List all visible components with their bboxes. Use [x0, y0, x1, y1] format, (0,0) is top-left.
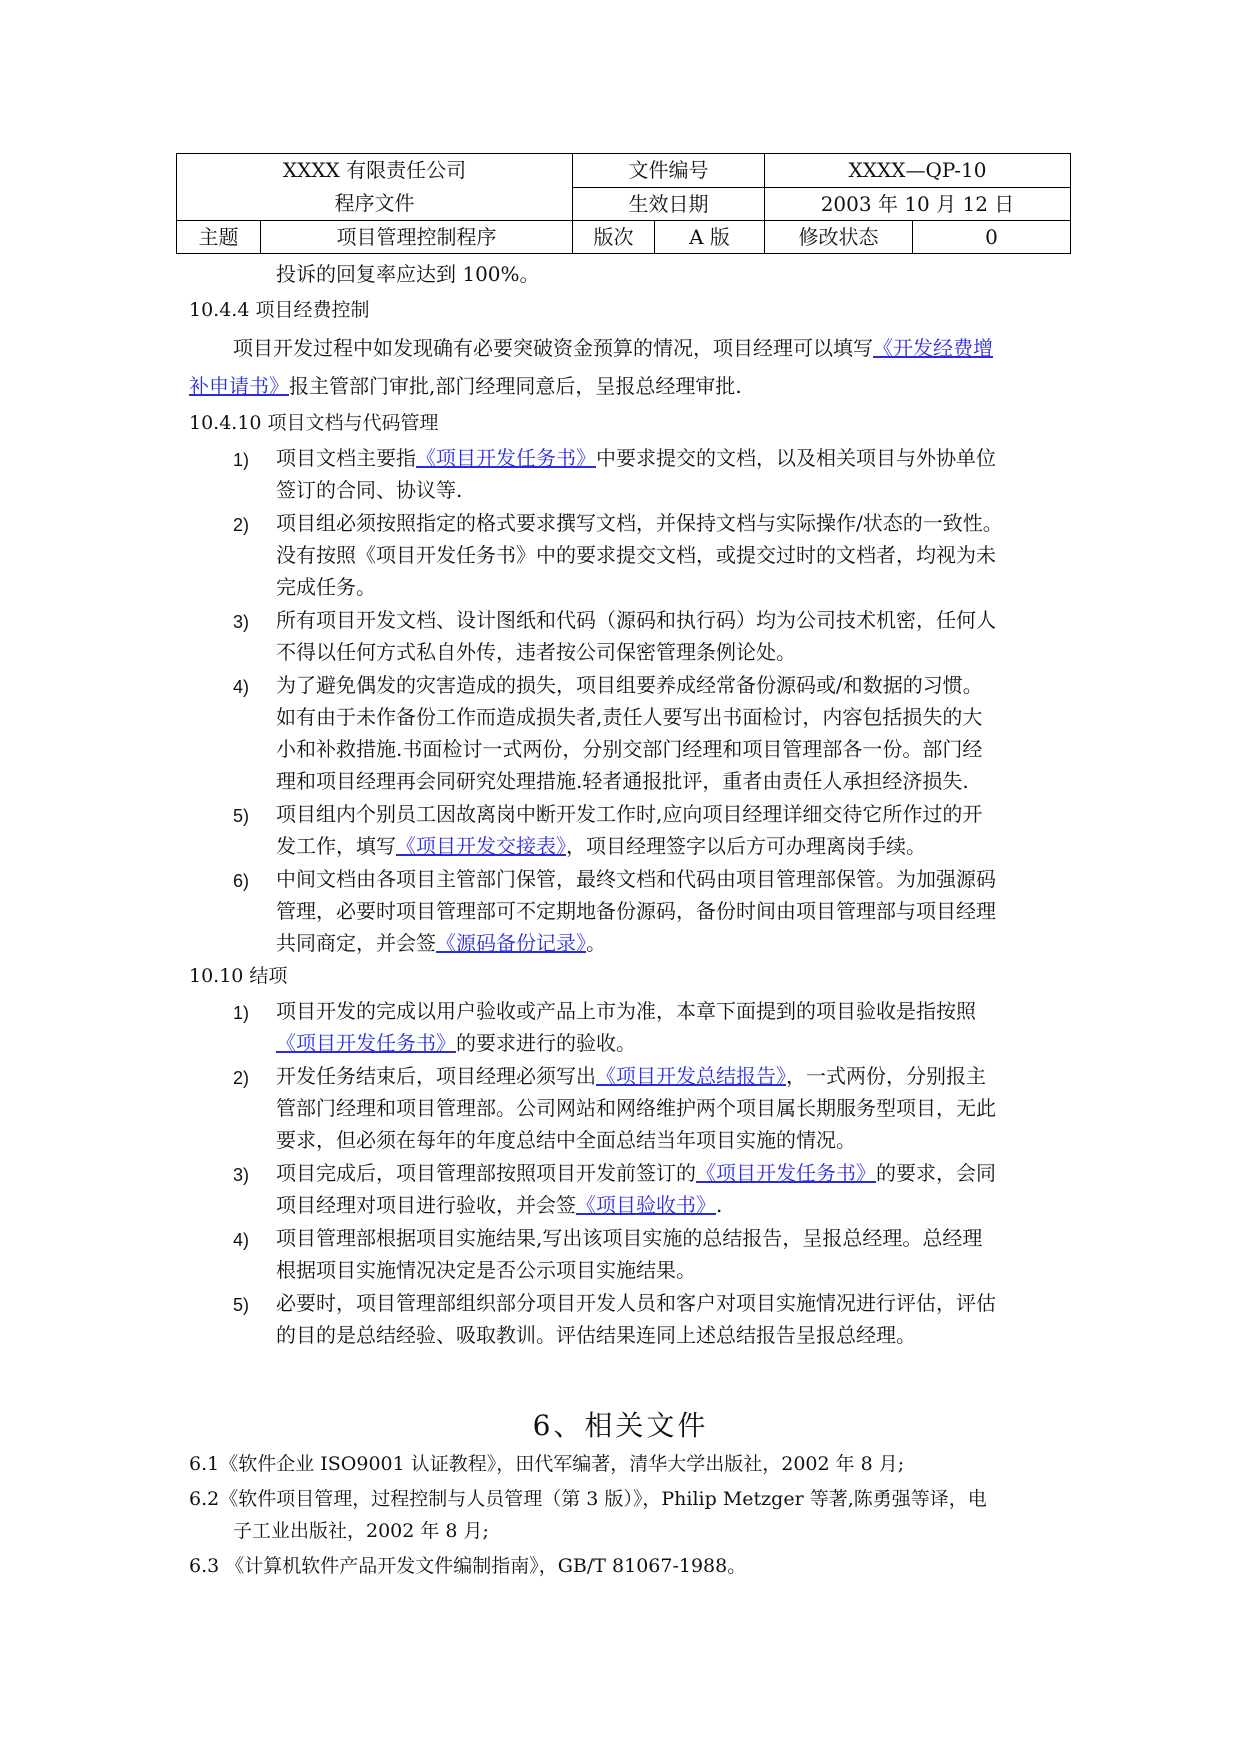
budget-text-a: 项目开发过程中如发现确有必要突破资金预算的情况，项目经理可以填写 — [233, 336, 873, 360]
heading-10-10: 10.10 结项 — [189, 965, 288, 987]
text: 发工作，填写 — [276, 834, 396, 858]
reference-item: 6.2《软件项目管理，过程控制与人员管理（第 3 版）》，Philip Metzger 等著,陈勇强等译，电 — [189, 1488, 987, 1510]
reference-item: 6.1《软件企业 ISO9001 认证教程》，田代军编著，清华大学出版社，2002 年 8 月; — [189, 1453, 905, 1475]
task-book-link[interactable]: 《项目开发任务书》 — [276, 1031, 456, 1055]
budget-request-link[interactable]: 《开发经费增 — [873, 336, 993, 360]
source-backup-record-link[interactable]: 《源码备份记录》 — [436, 931, 586, 955]
list-item-line: 小和补救措施.书面检讨一式两份，分别交部门经理和项目管理部各一份。部门经 — [276, 737, 983, 761]
heading-10-4-10: 10.4.10 项目文档与代码管理 — [189, 412, 439, 434]
list-item-line: 必要时，项目管理部组织部分项目开发人员和客户对项目实施情况进行评估，评估 — [276, 1291, 996, 1315]
revision-value: 0 — [913, 221, 1071, 254]
list-item-line: 所有项目开发文档、设计图纸和代码（源码和执行码）均为公司技术机密，任何人 — [276, 608, 996, 632]
list-item-line: 不得以任何方式私自外传，违者按公司保密管理条例论处。 — [276, 640, 796, 664]
task-book-link[interactable]: 《项目开发任务书》 — [696, 1161, 876, 1185]
effective-date-value: 2003 年 10 月 12 日 — [765, 187, 1071, 221]
list-item-line — [276, 1161, 996, 1185]
list-item-line — [276, 1031, 636, 1055]
list-item-line — [276, 1064, 986, 1088]
text: ，项目经理签字以后方可办理离岗手续。 — [566, 834, 926, 858]
list-item-line: 的目的是总结经验、吸取教训。评估结果连同上述总结报告呈报总经理。 — [276, 1323, 916, 1347]
list-item-line: 如有由于未作备份工作而造成损失者,责任人要写出书面检讨，内容包括损失的大 — [276, 705, 983, 729]
reference-item: 6.3 《计算机软件产品开发文件编制指南》，GB/T 81067-1988。 — [189, 1555, 747, 1577]
list-item-line: 签订的合同、协议等. — [276, 478, 463, 502]
list-item-line: 管理，必要时项目管理部可不定期地备份源码，备份时间由项目管理部与项目经理 — [276, 899, 996, 923]
list-item-number: 5) — [233, 1295, 250, 1315]
list-item-line — [276, 834, 926, 858]
version-value: A 版 — [655, 221, 765, 254]
company-name-cell — [177, 154, 573, 221]
reference-item-cont: 子工业出版社，2002 年 8 月; — [233, 1520, 489, 1542]
list-item-number: 4) — [233, 677, 250, 697]
heading-10-4-4: 10.4.4 项目经费控制 — [189, 299, 370, 321]
list-item-number: 6) — [233, 871, 250, 891]
text: ，一式两份，分别报主 — [786, 1064, 986, 1088]
document-type: 程序文件 — [334, 191, 415, 215]
list-item-line — [276, 931, 606, 955]
handover-form-link[interactable]: 《项目开发交接表》 — [396, 834, 566, 858]
task-book-link[interactable]: 《项目开发任务书》 — [416, 446, 596, 470]
list-item-line: 项目组必须按照指定的格式要求撰写文档，并保持文档与实际操作/状态的一致性。 — [276, 511, 1003, 535]
doc-number-value: XXXX—QP-10 — [765, 154, 1071, 188]
acceptance-form-link[interactable]: 《项目验收书》 — [576, 1193, 716, 1217]
list-item-number: 1) — [233, 450, 250, 470]
list-item-line — [276, 446, 996, 470]
revision-label: 修改状态 — [765, 221, 913, 254]
list-item-line: 中间文档由各项目主管部门保管，最终文档和代码由项目管理部保管。为加强源码 — [276, 867, 996, 891]
list-item-line: 为了避免偶发的灾害造成的损失，项目组要养成经常备份源码或/和数据的习惯。 — [276, 673, 983, 697]
text: . — [716, 1193, 723, 1217]
effective-date-label: 生效日期 — [573, 187, 765, 221]
list-item-number: 1) — [233, 1003, 250, 1023]
list-item-line: 完成任务。 — [276, 575, 376, 599]
text: 的要求进行的验收。 — [456, 1031, 636, 1055]
subject-value: 项目管理控制程序 — [261, 221, 573, 254]
paragraph-budget-line1 — [233, 336, 993, 360]
version-label: 版次 — [573, 221, 655, 254]
company-name: XXXX 有限责任公司 — [282, 158, 467, 182]
summary-report-link[interactable]: 《项目开发总结报告》 — [596, 1064, 786, 1088]
text: 开发任务结束后，项目经理必须写出 — [276, 1064, 596, 1088]
text: 的要求，会同 — [876, 1161, 996, 1185]
list-item-number: 4) — [233, 1230, 250, 1250]
intro-line: 投诉的回复率应达到 100%。 — [276, 262, 540, 286]
list-item-line: 管部门经理和项目管理部。公司网站和网络维护两个项目属长期服务型项目，无此 — [276, 1096, 996, 1120]
text: 项目文档主要指 — [276, 446, 416, 470]
doc-number-label: 文件编号 — [573, 154, 765, 188]
subject-label: 主题 — [177, 221, 261, 254]
text: 。 — [586, 931, 606, 955]
budget-request-link-cont[interactable]: 补申请书》 — [189, 374, 289, 398]
paragraph-budget-line2 — [189, 374, 742, 398]
list-item-line: 根据项目实施情况决定是否公示项目实施结果。 — [276, 1258, 696, 1282]
list-item-line: 项目管理部根据项目实施结果,写出该项目实施的总结报告，呈报总经理。总经理 — [276, 1226, 983, 1250]
list-item-number: 3) — [233, 612, 250, 632]
list-item-line: 要求，但必须在每年的年度总结中全面总结当年项目实施的情况。 — [276, 1128, 856, 1152]
list-item-number: 2) — [233, 1068, 250, 1088]
list-item-line: 理和项目经理再会同研究处理措施.轻者通报批评，重者由责任人承担经济损失. — [276, 769, 969, 793]
list-item-line — [276, 1193, 722, 1217]
list-item-line: 没有按照《项目开发任务书》中的要求提交文档，或提交过时的文档者，均视为未 — [276, 543, 996, 567]
list-item-number: 5) — [233, 806, 250, 826]
section-title-related-docs: 6、相关文件 — [532, 1409, 709, 1442]
list-item-line: 项目开发的完成以用户验收或产品上市为准，本章下面提到的项目验收是指按照 — [276, 999, 976, 1023]
document-header-table — [176, 153, 1071, 254]
text: 项目完成后，项目管理部按照项目开发前签订的 — [276, 1161, 696, 1185]
list-item-number: 3) — [233, 1165, 250, 1185]
text: 中要求提交的文档，以及相关项目与外协单位 — [596, 446, 996, 470]
text: 项目经理对项目进行验收，并会签 — [276, 1193, 576, 1217]
list-item-line: 项目组内个别员工因故离岗中断开发工作时,应向项目经理详细交待它所作过的开 — [276, 802, 983, 826]
budget-text-b: 报主管部门审批,部门经理同意后，呈报总经理审批. — [289, 374, 742, 398]
list-item-number: 2) — [233, 515, 250, 535]
text: 共同商定，并会签 — [276, 931, 436, 955]
